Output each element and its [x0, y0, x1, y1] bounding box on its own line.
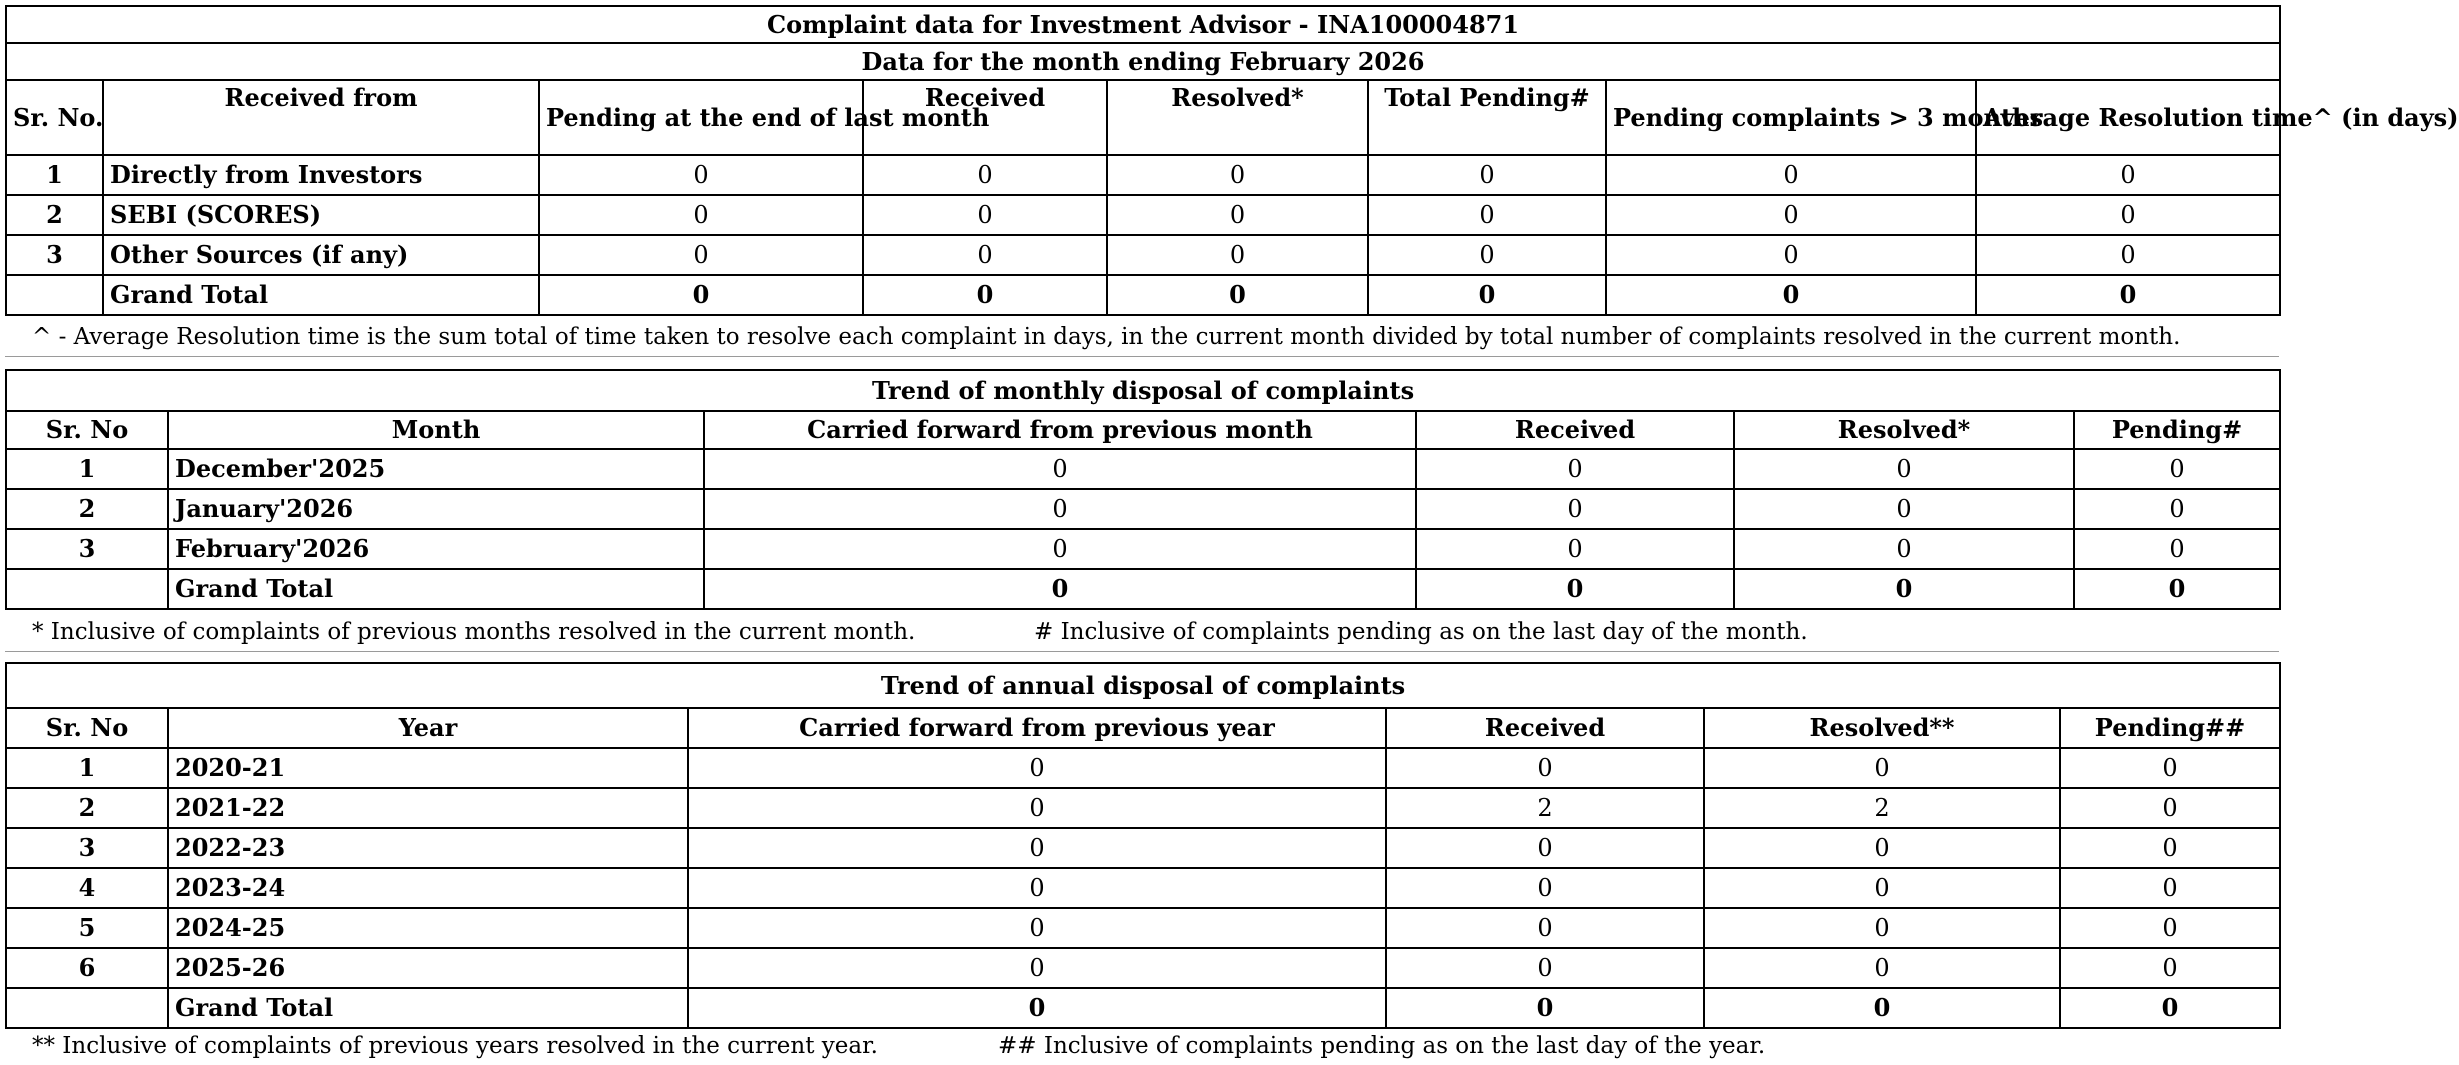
value-cell: 2	[1386, 788, 1704, 828]
month-cell: February'2026	[168, 529, 704, 569]
value-cell: 0	[2060, 788, 2280, 828]
value-cell: 0	[539, 195, 863, 235]
value-cell: 0	[1107, 195, 1368, 235]
value-cell: 0	[1734, 489, 2074, 529]
value-cell: 0	[1107, 235, 1368, 275]
footnote-avg-resolution: ^ - Average Resolution time is the sum total of time taken to resolve each complaint in days, in the current month divided by total number of complaints resolved in the current month.	[32, 324, 2181, 350]
value-cell: 0	[1416, 449, 1734, 489]
monthly-disposal-table	[5, 369, 2281, 610]
month-cell: December'2025	[168, 449, 704, 489]
table-title: Trend of annual disposal of complaints	[6, 663, 2280, 708]
header-pending-last-month: Pending at the end of last month	[539, 80, 863, 155]
year-cell: 2025-26	[168, 948, 688, 988]
year-cell: 2020-21	[168, 748, 688, 788]
value-cell: 0	[539, 155, 863, 195]
footnote-resolved-annual: ** Inclusive of complaints of previous years resolved in the current year.	[32, 1033, 878, 1059]
table-title: Complaint data for Investment Advisor - INA100004871	[6, 6, 2280, 43]
value-cell: 0	[1606, 195, 1976, 235]
header-received: Received	[863, 80, 1107, 155]
grand-total-row	[6, 988, 2280, 1028]
value-cell: 0	[2060, 908, 2280, 948]
month-cell: January'2026	[168, 489, 704, 529]
value-cell: 0	[2060, 868, 2280, 908]
year-cell: 2022-23	[168, 828, 688, 868]
value-cell: 0	[704, 449, 1416, 489]
year-cell: 2023-24	[168, 868, 688, 908]
grand-total-label: Grand Total	[168, 569, 704, 609]
value-cell: 0	[1976, 235, 2280, 275]
footnote-pending-annual: ## Inclusive of complaints pending as on the last day of the year.	[998, 1033, 1766, 1059]
table-row	[6, 195, 2280, 235]
header-carried-forward: Carried forward from previous year	[688, 708, 1386, 748]
table-row	[6, 868, 2280, 908]
header-total-pending: Total Pending#	[1368, 80, 1606, 155]
empty-cell	[6, 275, 103, 315]
table-row	[6, 529, 2280, 569]
value-cell: 0	[2060, 828, 2280, 868]
total-cell: 0	[1386, 988, 1704, 1028]
year-cell: 2021-22	[168, 788, 688, 828]
header-received: Received	[1416, 411, 1734, 449]
value-cell: 0	[1368, 195, 1606, 235]
header-pending-3-months: Pending complaints > 3 months	[1606, 80, 1976, 155]
total-cell: 0	[2074, 569, 2280, 609]
value-cell: 0	[863, 235, 1107, 275]
sr-no-cell: 1	[6, 748, 168, 788]
value-cell: 0	[1416, 529, 1734, 569]
value-cell: 0	[1704, 828, 2060, 868]
table-row	[6, 489, 2280, 529]
value-cell: 0	[2074, 489, 2280, 529]
header-sr-no: Sr. No.	[6, 80, 103, 155]
header-received-from: Received from	[103, 80, 539, 155]
sr-no-cell: 3	[6, 235, 103, 275]
total-cell: 0	[863, 275, 1107, 315]
value-cell: 0	[688, 868, 1386, 908]
value-cell: 0	[1606, 235, 1976, 275]
value-cell: 2	[1704, 788, 2060, 828]
sr-no-cell: 6	[6, 948, 168, 988]
header-received: Received	[1386, 708, 1704, 748]
total-cell: 0	[1416, 569, 1734, 609]
sr-no-cell: 2	[6, 489, 168, 529]
value-cell: 0	[688, 748, 1386, 788]
value-cell: 0	[1704, 868, 2060, 908]
value-cell: 0	[1386, 868, 1704, 908]
total-cell: 0	[1704, 988, 2060, 1028]
divider	[5, 651, 2279, 652]
value-cell: 0	[1386, 748, 1704, 788]
empty-cell	[6, 569, 168, 609]
value-cell: 0	[688, 948, 1386, 988]
header-pending: Pending#	[2074, 411, 2280, 449]
header-pending: Pending##	[2060, 708, 2280, 748]
complaint-data-table	[5, 5, 2459, 316]
value-cell: 0	[1704, 948, 2060, 988]
total-cell: 0	[688, 988, 1386, 1028]
header-year: Year	[168, 708, 688, 748]
annual-disposal-table	[5, 662, 2281, 1029]
grand-total-label: Grand Total	[168, 988, 688, 1028]
header-carried-forward: Carried forward from previous month	[704, 411, 1416, 449]
value-cell: 0	[1368, 235, 1606, 275]
year-cell: 2024-25	[168, 908, 688, 948]
header-avg-resolution: Average Resolution time^ (in days)	[1976, 80, 2280, 155]
source-cell: Other Sources (if any)	[103, 235, 539, 275]
header-resolved: Resolved*	[1734, 411, 2074, 449]
value-cell: 0	[1386, 908, 1704, 948]
value-cell: 0	[2060, 748, 2280, 788]
value-cell: 0	[539, 235, 863, 275]
source-cell: SEBI (SCORES)	[103, 195, 539, 235]
table-row	[6, 908, 2280, 948]
value-cell: 0	[1368, 155, 1606, 195]
value-cell: 0	[1386, 828, 1704, 868]
header-sr-no: Sr. No	[6, 411, 168, 449]
header-month: Month	[168, 411, 704, 449]
value-cell: 0	[688, 908, 1386, 948]
grand-total-row	[6, 275, 2280, 315]
total-cell: 0	[1976, 275, 2280, 315]
sr-no-cell: 1	[6, 155, 103, 195]
sr-no-cell: 3	[6, 828, 168, 868]
divider	[5, 356, 2279, 357]
value-cell: 0	[1704, 748, 2060, 788]
value-cell: 0	[1976, 195, 2280, 235]
table-row	[6, 828, 2280, 868]
table-row	[6, 449, 2280, 489]
table-row	[6, 155, 2280, 195]
sr-no-cell: 2	[6, 195, 103, 235]
header-sr-no: Sr. No	[6, 708, 168, 748]
total-cell: 0	[539, 275, 863, 315]
table-row	[6, 788, 2280, 828]
value-cell: 0	[704, 489, 1416, 529]
value-cell: 0	[688, 828, 1386, 868]
footnote-resolved: * Inclusive of complaints of previous months resolved in the current month.	[32, 619, 916, 645]
total-cell: 0	[1734, 569, 2074, 609]
total-cell: 0	[704, 569, 1416, 609]
value-cell: 0	[1606, 155, 1976, 195]
table-subtitle: Data for the month ending February 2026	[6, 43, 2280, 80]
header-resolved: Resolved*	[1107, 80, 1368, 155]
table-row	[6, 748, 2280, 788]
value-cell: 0	[1704, 908, 2060, 948]
value-cell: 0	[1107, 155, 1368, 195]
empty-cell	[6, 988, 168, 1028]
value-cell: 0	[1976, 155, 2280, 195]
grand-total-label: Grand Total	[103, 275, 539, 315]
total-cell: 0	[1107, 275, 1368, 315]
value-cell: 0	[2074, 529, 2280, 569]
value-cell: 0	[688, 788, 1386, 828]
value-cell: 0	[1386, 948, 1704, 988]
value-cell: 0	[1416, 489, 1734, 529]
value-cell: 0	[704, 529, 1416, 569]
table-row	[6, 948, 2280, 988]
total-cell: 0	[2060, 988, 2280, 1028]
sr-no-cell: 5	[6, 908, 168, 948]
value-cell: 0	[2060, 948, 2280, 988]
sr-no-cell: 1	[6, 449, 168, 489]
table-title: Trend of monthly disposal of complaints	[6, 370, 2280, 411]
sr-no-cell: 3	[6, 529, 168, 569]
value-cell: 0	[2074, 449, 2280, 489]
value-cell: 0	[863, 195, 1107, 235]
footnote-pending: # Inclusive of complaints pending as on the last day of the month.	[1034, 619, 1808, 645]
grand-total-row	[6, 569, 2280, 609]
value-cell: 0	[863, 155, 1107, 195]
value-cell: 0	[1734, 529, 2074, 569]
value-cell: 0	[1734, 449, 2074, 489]
header-resolved: Resolved**	[1704, 708, 2060, 748]
sr-no-cell: 2	[6, 788, 168, 828]
total-cell: 0	[1606, 275, 1976, 315]
table-row	[6, 235, 2280, 275]
total-cell: 0	[1368, 275, 1606, 315]
sr-no-cell: 4	[6, 868, 168, 908]
source-cell: Directly from Investors	[103, 155, 539, 195]
